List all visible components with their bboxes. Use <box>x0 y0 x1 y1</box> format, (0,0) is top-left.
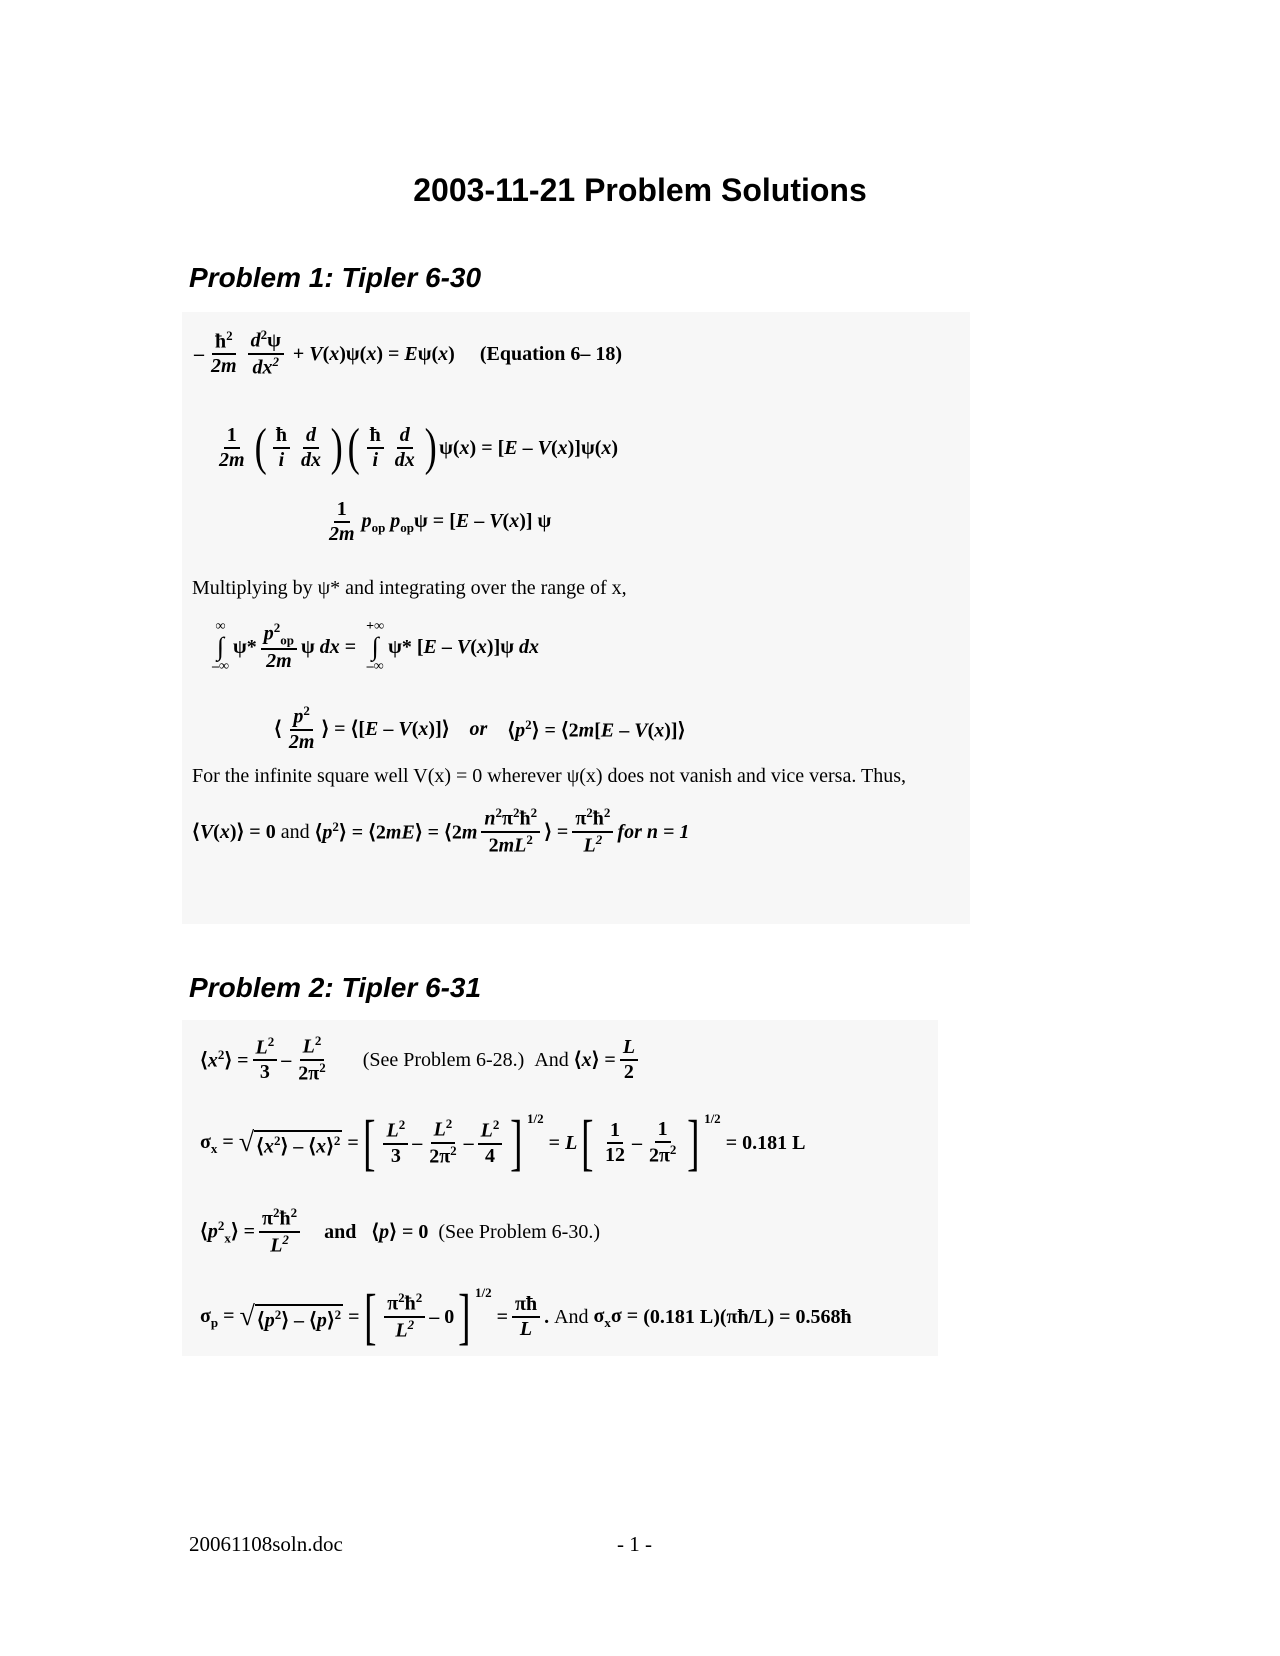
sigma-x-equation: $\sigma_x$ = √ $⟨x^2⟩$ – ⟨x⟩$^2$ = [ $\frac{L^2}{3}$ – $\frac{L^2}{2\pi^2}$ – $\frac{L^2}{4}$ ] $^{1/2}$ = L [ $\frac{1}{12}$ – $\frac{1}{2\pi^2}$ ] $^{1/2}$ = 0.181 L <box>200 1109 806 1177</box>
momentum-operator-equation: $\frac{1}{2m}$ ( $\frac{ħ}{i}$ $\frac{d}{dx}$ ) ( $\frac{ħ}{i}$ $\frac{d}{dx}$ ) ψ(x) = [E – V(x)]ψ(x) <box>219 419 619 476</box>
p-squared-result: ⟨V(x)⟩ = 0 and $⟨p^2⟩$ = ⟨2mE⟩ = ⟨2m $\frac{n^2\pi^2ħ^2}{2mL^2}$ ⟩ = $\frac{\pi^2ħ^2}{L^2}$ for n = 1 <box>192 805 690 857</box>
sigma-p-equation: $\sigma_p$ = √ $⟨p^2⟩$ – ⟨p⟩$^2$ = [ $\frac{\pi^2ħ^2}{L^2}$ – 0 ] $^{1/2}$ = $\frac{\pi ħ}{L}$ . And $\sigma_x\sigma$ = (0.181 L)(πħ/L) = 0.568ħ <box>200 1283 852 1351</box>
infinite-well-text: For the infinite square well V(x) = 0 wherever ψ(x) does not vanish and vice versa. Thus, <box>192 765 906 787</box>
and-text-2: and <box>324 1220 357 1243</box>
problem-2-heading: Problem 2: Tipler 6-31 <box>189 972 482 1003</box>
and-text: and <box>280 820 310 843</box>
see-problem-6-30: (See Problem 6-30.) <box>438 1220 601 1243</box>
problem-1-heading: Problem 1: Tipler 6-30 <box>189 262 482 293</box>
problem-1-equation-image <box>182 312 970 924</box>
integral-equation: ∞ ∫ –∞ ψ* $\frac{p^2_{op}}{2m}$ ψ dx = +∞ ∫ –∞ ψ* [E – V(x)]ψ dx <box>212 619 539 674</box>
equation-reference: (Equation 6– 18) <box>479 342 623 365</box>
px-squared-expectation: $⟨p^2_x⟩$ = $\frac{\pi^2ħ^2}{L^2}$ and ⟨p⟩ = 0 (See Problem 6-30.) <box>200 1205 601 1257</box>
x-squared-expectation: $⟨x^2⟩$ = $\frac{L^2}{3}$ – $\frac{L^2}{2\pi^2}$ (See Problem 6-28.) And ⟨x⟩ = $\frac{L}{2}$ <box>200 1034 642 1085</box>
final-result: (0.181 L)(πħ/L) = 0.568ħ <box>643 1306 852 1328</box>
problem-2-equation-image <box>182 1020 938 1356</box>
page-title: 2003-11-21 Problem Solutions <box>413 172 867 208</box>
and-text-1: And <box>534 1048 569 1071</box>
multiplying-text: Multiplying by ψ* and integrating over the range of x, <box>192 577 627 599</box>
sigma-x-result: 0.181 L <box>742 1132 806 1154</box>
for-n-text: for n = 1 <box>617 820 690 843</box>
footer-page-number: - 1 - <box>617 1532 652 1556</box>
operator-form-equation: $\frac{1}{2m}$ $p_{op}$ $p_{op}\psi = [E - V(x)]$ ψ <box>329 498 552 545</box>
footer-filename: 20061108soln.doc <box>189 1532 343 1556</box>
or-text: or <box>469 717 488 740</box>
see-problem-6-28: (See Problem 6-28.) <box>362 1048 525 1071</box>
and-text-3: And <box>554 1306 589 1328</box>
expectation-equation: ⟨ $\frac{p^2}{2m}$ ⟩ = ⟨[E – V(x)]⟩ or $⟨p^2⟩$ = ⟨2m[E – V(x)]⟩ <box>274 703 686 753</box>
schrodinger-equation: – $\frac{ħ^2}{2m}$ $\frac{d^2\psi}{dx^2}$ + V(x)ψ(x) = Eψ(x) (Equation 6– 18) <box>194 327 623 379</box>
